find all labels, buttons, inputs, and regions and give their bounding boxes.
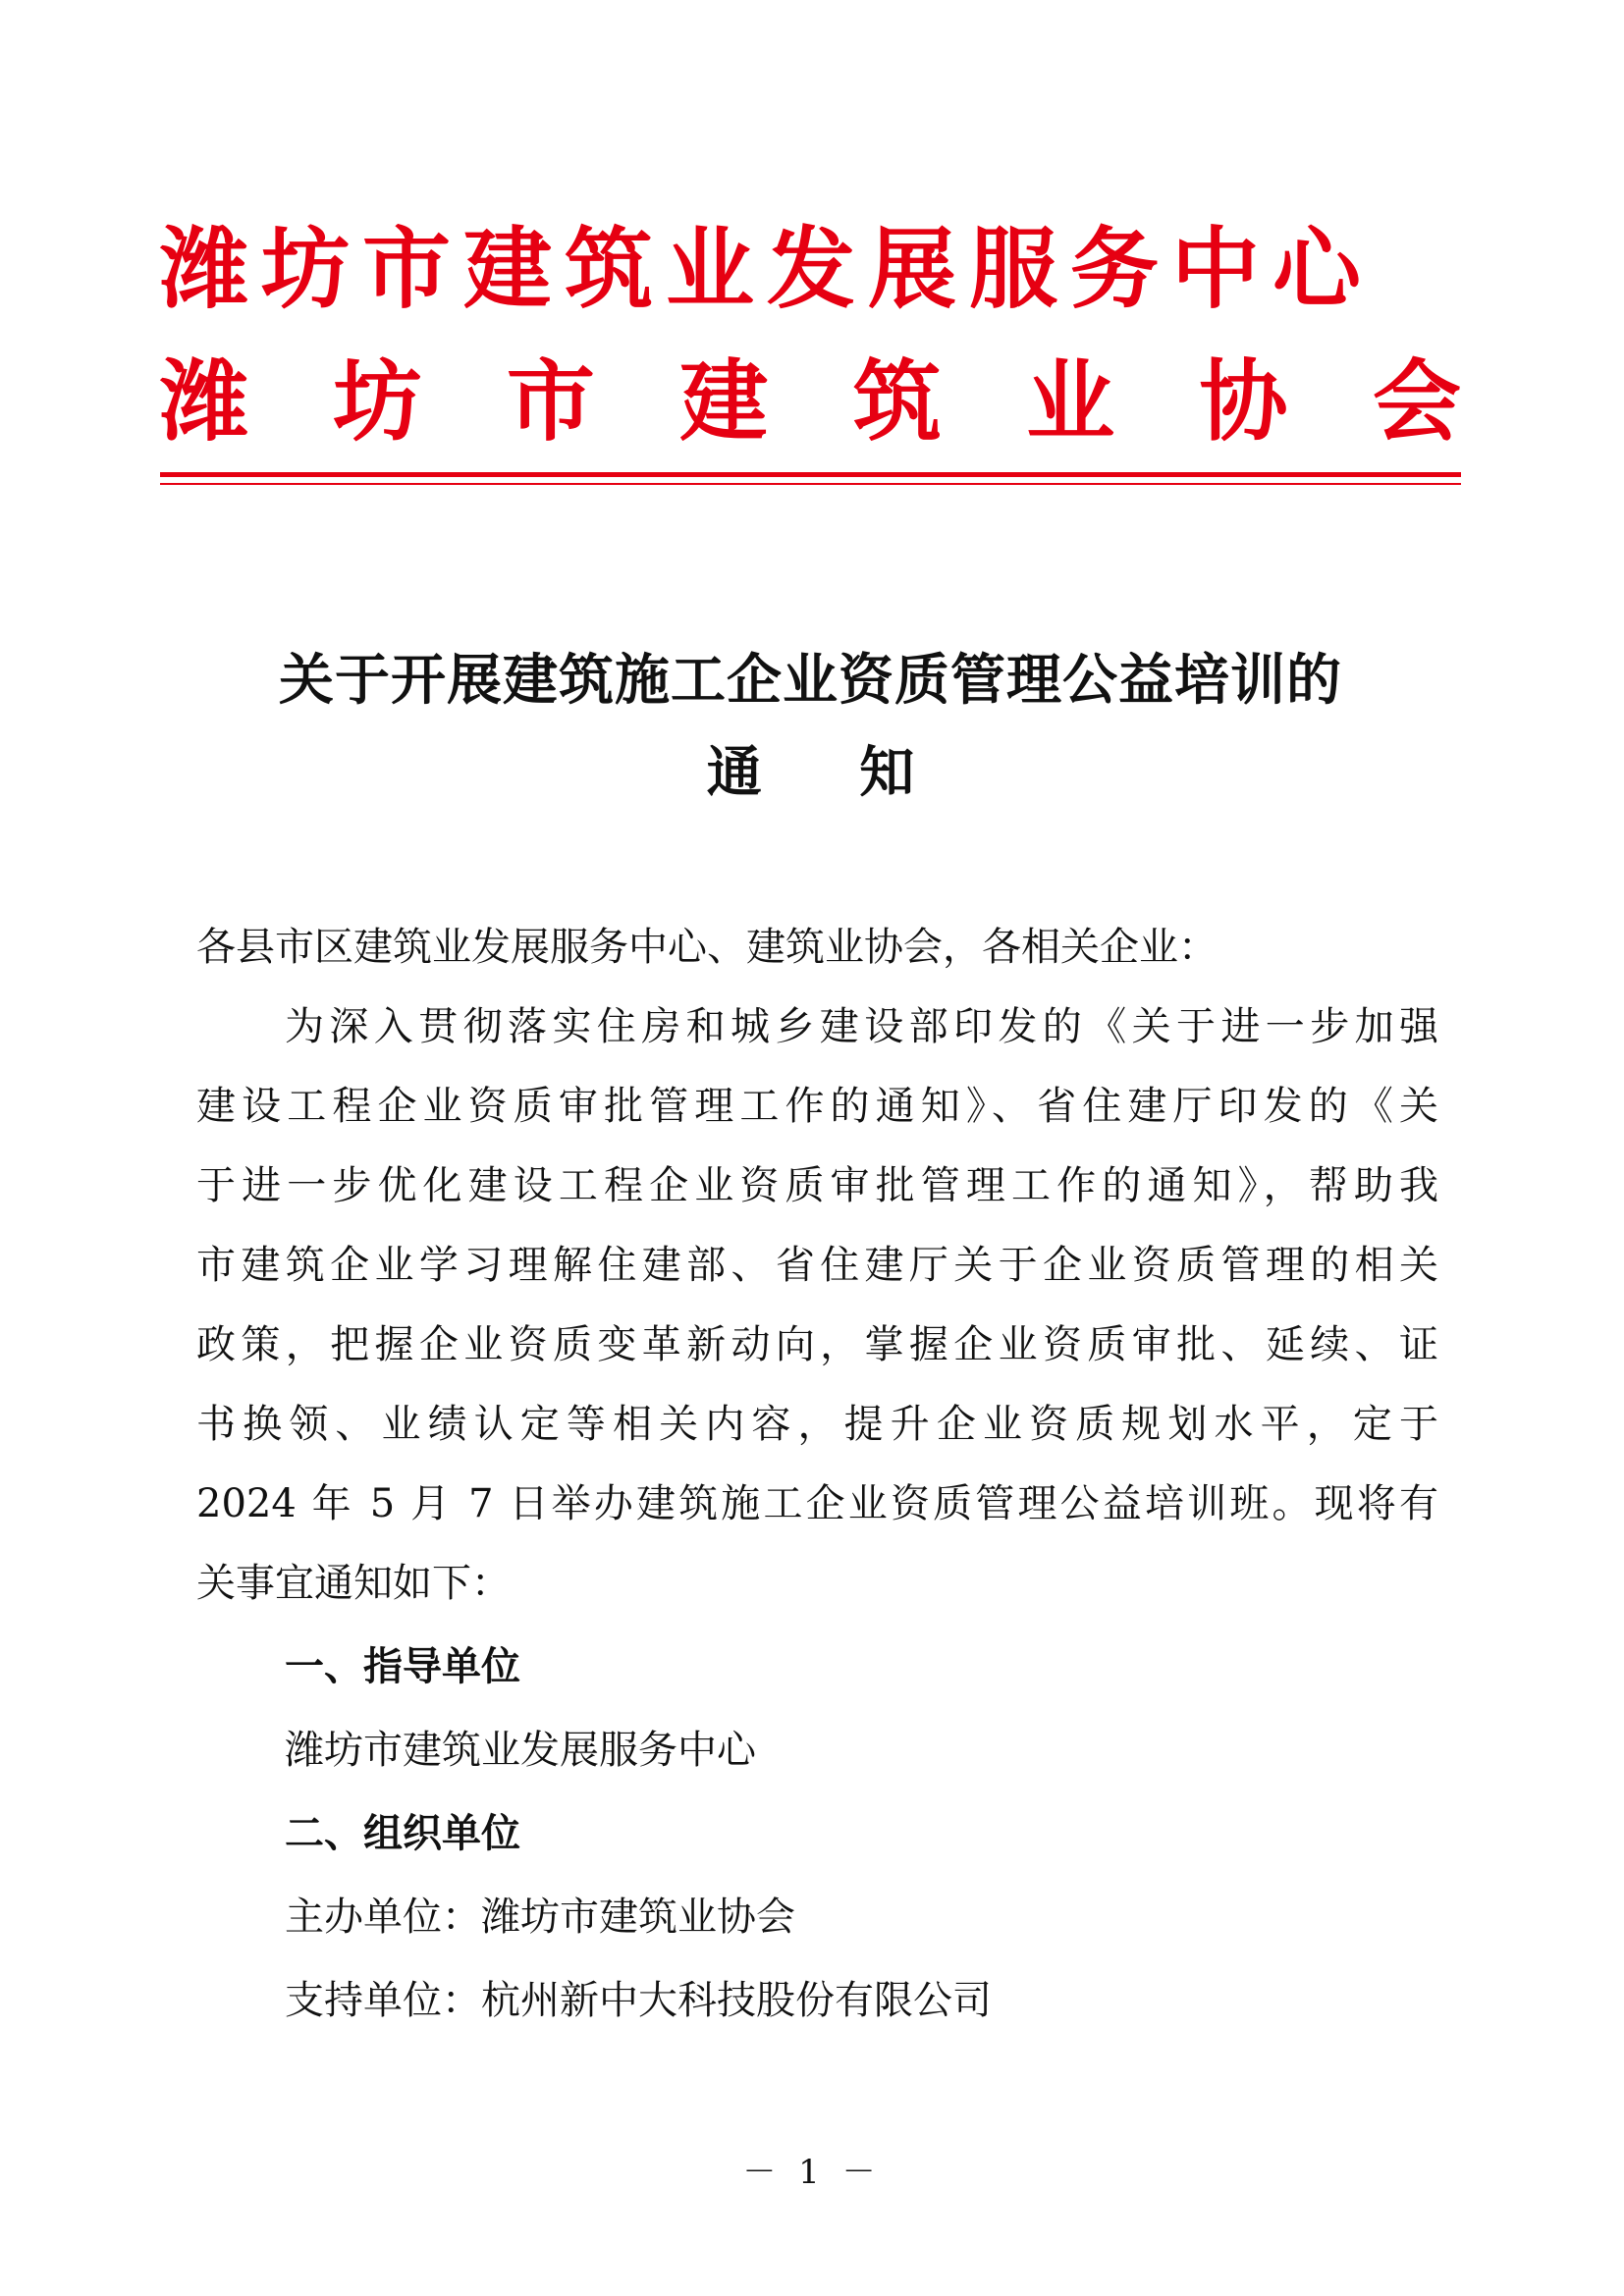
paragraph-line: 市建筑企业学习理解住建部、省住建厅关于企业资质管理的相关	[196, 1243, 1438, 1288]
org-name-char: 市	[506, 350, 595, 454]
paragraph-line: 书换领、业绩认定等相关内容，提升企业资质规划水平，定于	[196, 1402, 1438, 1447]
support-unit-text: 支持单位：杭州新中大科技股份有限公司	[285, 1978, 992, 2023]
paragraph-line: 2024 年 5 月 7 日举办建筑施工企业资质管理公益培训班。现将有	[196, 1481, 1438, 1526]
document-title: 关于开展建筑施工企业资质管理公益培训的	[279, 649, 1342, 713]
section-heading-guiding-unit: 一、指导单位	[285, 1644, 520, 1689]
org-name-char: 建	[679, 350, 769, 454]
section-heading-organizing-unit: 二、组织单位	[285, 1811, 520, 1856]
org-name-char: 会	[1372, 350, 1461, 454]
paragraph-line: 建设工程企业资质审批管理工作的通知》、省住建厅印发的《关	[196, 1084, 1438, 1129]
paragraph-line: 于进一步优化建设工程企业资质审批管理工作的通知》，帮助我	[196, 1163, 1438, 1208]
org-name-char: 潍	[160, 350, 248, 454]
header-divider-thin	[160, 483, 1461, 485]
org-name-char: 坊	[333, 350, 422, 454]
org-name-char: 业	[1026, 350, 1115, 454]
org-name-char: 协	[1199, 350, 1288, 454]
paragraph-line: 关事宜通知如下：	[196, 1561, 511, 1606]
page-number: － 1 －	[742, 2153, 882, 2192]
org-name-line-1: 潍坊市建筑业发展服务中心	[160, 218, 1374, 321]
document-title-notice: 通 知	[706, 741, 954, 805]
guiding-unit-text: 潍坊市建筑业发展服务中心	[285, 1728, 756, 1773]
salutation: 各县市区建筑业发展服务中心、建筑业协会，各相关企业：	[196, 925, 1218, 970]
host-unit-text: 主办单位：潍坊市建筑业协会	[285, 1895, 795, 1940]
paragraph-line: 政策，把握企业资质变革新动向，掌握企业资质审批、延续、证	[196, 1322, 1438, 1367]
org-name-char: 筑	[852, 350, 942, 454]
header-divider-thick	[160, 472, 1461, 477]
paragraph-line: 为深入贯彻落实住房和城乡建设部印发的《关于进一步加强	[285, 1004, 1438, 1049]
org-name-line-2	[160, 348, 1461, 456]
